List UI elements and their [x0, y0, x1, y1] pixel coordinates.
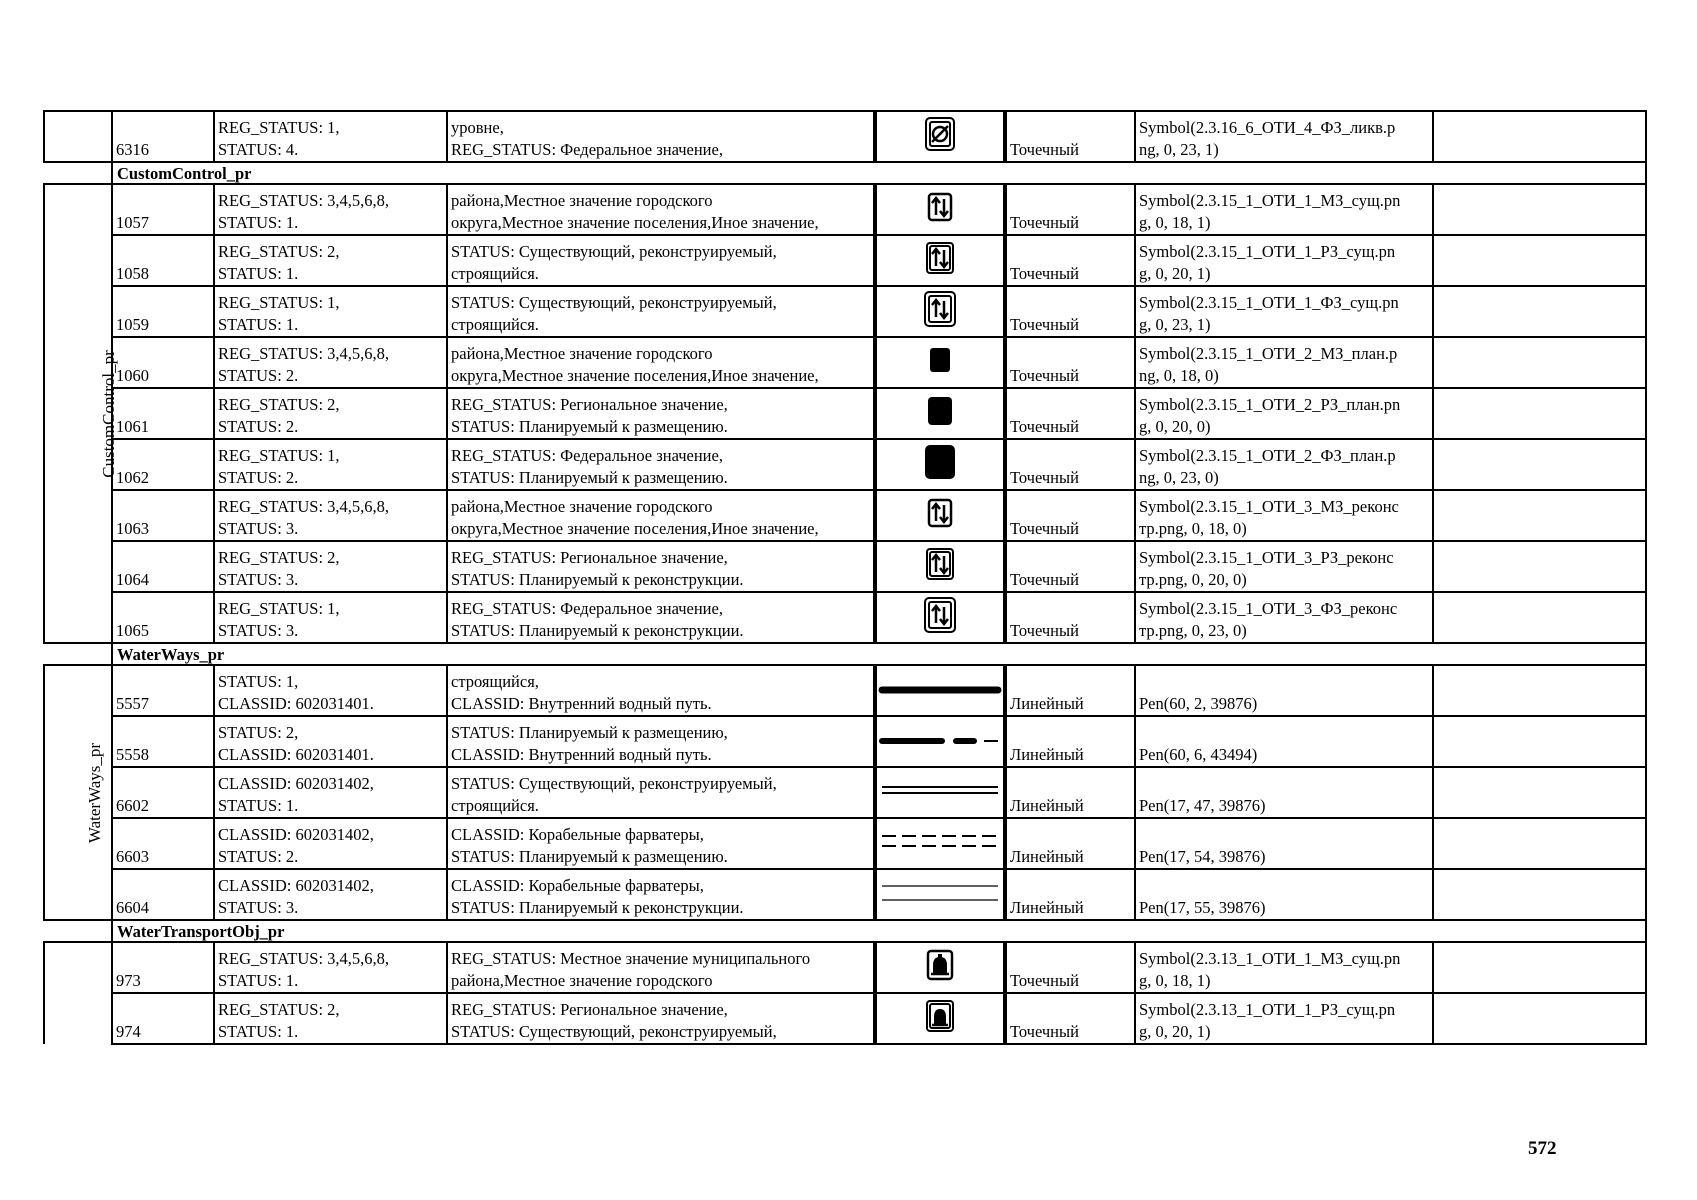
condition-line-2: STATUS: 1. — [218, 264, 299, 283]
row-condition — [214, 235, 447, 286]
row-geometry-type: Точечный — [1005, 337, 1135, 388]
table-row — [44, 716, 1646, 767]
anchor-bell-icon — [920, 996, 960, 1036]
row-extra — [1433, 337, 1646, 388]
row-extra — [1433, 111, 1646, 162]
row-id: 1064 — [112, 541, 214, 592]
row-condition — [214, 286, 447, 337]
description-line-2: STATUS: Существующий, реконструируемый, — [451, 1022, 777, 1041]
updown-arrows-icon — [920, 289, 960, 329]
row-symbol — [875, 388, 1005, 439]
row-condition — [214, 490, 447, 541]
updown-arrows-icon — [920, 493, 960, 533]
style-line-1: Symbol(2.3.13_1_ОТИ_1_РЗ_сущ.pn — [1139, 1000, 1396, 1019]
table-row — [44, 942, 1646, 993]
double-dashed-line-icon — [878, 821, 1002, 861]
description-line-1: CLASSID: Корабельные фарватеры, — [451, 876, 704, 895]
section-title-custom-control: CustomControl_pr — [112, 162, 1646, 184]
row-description — [447, 235, 875, 286]
row-geometry-type: Точечный — [1005, 541, 1135, 592]
condition-line-1: REG_STATUS: 2, — [218, 395, 340, 414]
row-style — [1135, 235, 1433, 286]
condition-line-2: STATUS: 1. — [218, 315, 299, 334]
style-line-1: Symbol(2.3.15_1_ОТИ_3_РЗ_реконс — [1139, 548, 1394, 567]
row-style — [1135, 665, 1433, 716]
row-condition — [214, 665, 447, 716]
row-symbol — [875, 993, 1005, 1044]
description-line-2: строящийся. — [451, 264, 539, 283]
section-header — [44, 162, 1646, 184]
description-line-2: STATUS: Планируемый к реконструкции. — [451, 621, 744, 640]
table-row — [44, 286, 1646, 337]
row-condition — [214, 767, 447, 818]
row-geometry-type: Точечный — [1005, 993, 1135, 1044]
row-style — [1135, 592, 1433, 643]
row-symbol — [875, 767, 1005, 818]
row-style — [1135, 337, 1433, 388]
condition-line-1: CLASSID: 602031402, — [218, 825, 374, 844]
group-label-water-ways — [44, 665, 112, 920]
description-line-2: STATUS: Планируемый к реконструкции. — [451, 898, 744, 917]
description-line-1: STATUS: Существующий, реконструируемый, — [451, 293, 777, 312]
row-condition — [214, 993, 447, 1044]
row-description — [447, 592, 875, 643]
description-line-1: REG_STATUS: Региональное значение, — [451, 548, 728, 567]
anchor-bell-icon — [920, 945, 960, 985]
condition-line-1: REG_STATUS: 1, — [218, 446, 340, 465]
row-condition — [214, 439, 447, 490]
row-geometry-type: Линейный — [1005, 665, 1135, 716]
table-row — [44, 665, 1646, 716]
row-style — [1135, 818, 1433, 869]
row-style — [1135, 490, 1433, 541]
row-geometry-type: Точечный — [1005, 490, 1135, 541]
section-header — [44, 643, 1646, 665]
row-condition — [214, 541, 447, 592]
double-line-icon — [878, 770, 1002, 810]
style-line-2: g, 0, 18, 1) — [1139, 971, 1211, 990]
description-line-1: REG_STATUS: Региональное значение, — [451, 1000, 728, 1019]
style-line-1: Symbol(2.3.15_1_ОТИ_1_ФЗ_сущ.pn — [1139, 293, 1399, 312]
updown-arrows-icon — [920, 595, 960, 635]
row-id: 6603 — [112, 818, 214, 869]
style-line-2: g, 0, 23, 1) — [1139, 315, 1211, 334]
condition-line-2: STATUS: 3. — [218, 519, 299, 538]
style-line-2: Pen(17, 47, 39876) — [1139, 796, 1266, 815]
row-id: 1058 — [112, 235, 214, 286]
row-extra — [1433, 665, 1646, 716]
style-line-2: тр.png, 0, 18, 0) — [1139, 519, 1247, 538]
row-symbol — [875, 716, 1005, 767]
row-style — [1135, 111, 1433, 162]
description-line-2: округа,Местное значение поселения,Иное значение, — [451, 213, 819, 232]
row-condition — [214, 111, 447, 162]
description-line-2: STATUS: Планируемый к размещению. — [451, 847, 728, 866]
description-line-2: строящийся. — [451, 796, 539, 815]
row-geometry-type: Линейный — [1005, 818, 1135, 869]
table-row — [44, 592, 1646, 643]
row-style — [1135, 388, 1433, 439]
style-line-1: Symbol(2.3.16_6_ОТИ_4_ФЗ_ликв.p — [1139, 118, 1396, 137]
description-line-2: CLASSID: Внутренний водный путь. — [451, 694, 712, 713]
row-condition — [214, 388, 447, 439]
description-line-1: CLASSID: Корабельные фарватеры, — [451, 825, 704, 844]
table-row — [44, 184, 1646, 235]
row-symbol — [875, 665, 1005, 716]
row-id: 973 — [112, 942, 214, 993]
row-style — [1135, 869, 1433, 920]
condition-line-1: REG_STATUS: 3,4,5,6,8, — [218, 344, 390, 363]
row-extra — [1433, 388, 1646, 439]
condition-line-2: STATUS: 1. — [218, 796, 299, 815]
style-line-1: Symbol(2.3.15_1_ОТИ_3_МЗ_реконс — [1139, 497, 1399, 516]
style-line-2: тр.png, 0, 23, 0) — [1139, 621, 1247, 640]
row-symbol — [875, 592, 1005, 643]
row-extra — [1433, 869, 1646, 920]
condition-line-2: STATUS: 1. — [218, 1022, 299, 1041]
description-line-1: REG_STATUS: Местное значение муниципального — [451, 949, 811, 968]
row-id: 1057 — [112, 184, 214, 235]
description-line-2: района,Местное значение городского — [451, 971, 713, 990]
condition-line-1: REG_STATUS: 2, — [218, 242, 340, 261]
row-description — [447, 665, 875, 716]
row-extra — [1433, 490, 1646, 541]
condition-line-1: STATUS: 2, — [218, 723, 299, 742]
section-spacer — [44, 162, 112, 184]
thin-double-line-icon — [878, 872, 1002, 912]
row-style — [1135, 716, 1433, 767]
row-symbol — [875, 490, 1005, 541]
description-line-2: STATUS: Планируемый к размещению. — [451, 468, 728, 487]
row-extra — [1433, 439, 1646, 490]
description-line-1: STATUS: Существующий, реконструируемый, — [451, 774, 777, 793]
row-description — [447, 337, 875, 388]
description-line-2: STATUS: Планируемый к реконструкции. — [451, 570, 744, 589]
style-line-2: Pen(17, 54, 39876) — [1139, 847, 1266, 866]
condition-line-1: REG_STATUS: 3,4,5,6,8, — [218, 949, 390, 968]
page-number: 572 — [1528, 1138, 1557, 1159]
style-line-2: Pen(17, 55, 39876) — [1139, 898, 1266, 917]
row-id: 6604 — [112, 869, 214, 920]
condition-line-1: STATUS: 1, — [218, 672, 299, 691]
row-id: 1062 — [112, 439, 214, 490]
row-id: 6316 — [112, 111, 214, 162]
row-symbol — [875, 541, 1005, 592]
condition-line-1: REG_STATUS: 1, — [218, 293, 340, 312]
updown-arrows-icon — [920, 238, 960, 278]
style-line-2: g, 0, 20, 1) — [1139, 1022, 1211, 1041]
row-extra — [1433, 942, 1646, 993]
row-description — [447, 716, 875, 767]
row-extra — [1433, 993, 1646, 1044]
updown-arrows-icon — [920, 187, 960, 227]
condition-line-1: REG_STATUS: 3,4,5,6,8, — [218, 497, 390, 516]
filled-square-icon — [920, 340, 960, 380]
updown-arrows-icon — [920, 544, 960, 584]
row-style — [1135, 767, 1433, 818]
row-symbol — [875, 869, 1005, 920]
row-id: 5557 — [112, 665, 214, 716]
style-line-2: Pen(60, 2, 39876) — [1139, 694, 1258, 713]
row-extra — [1433, 767, 1646, 818]
condition-line-2: STATUS: 3. — [218, 570, 299, 589]
row-extra — [1433, 235, 1646, 286]
condition-line-2: STATUS: 3. — [218, 898, 299, 917]
row-description — [447, 490, 875, 541]
section-header — [44, 920, 1646, 942]
style-line-1: Symbol(2.3.13_1_ОТИ_1_МЗ_сущ.pn — [1139, 949, 1401, 968]
row-description — [447, 286, 875, 337]
row-style — [1135, 541, 1433, 592]
row-id: 1063 — [112, 490, 214, 541]
row-geometry-type: Точечный — [1005, 942, 1135, 993]
row-id: 974 — [112, 993, 214, 1044]
legend-table — [43, 110, 1647, 1045]
row-symbol — [875, 184, 1005, 235]
table-row — [44, 869, 1646, 920]
description-line-1: района,Местное значение городского — [451, 344, 713, 363]
table-row — [44, 111, 1646, 162]
row-description — [447, 942, 875, 993]
row-geometry-type: Линейный — [1005, 869, 1135, 920]
row-description — [447, 869, 875, 920]
condition-line-2: STATUS: 2. — [218, 366, 299, 385]
condition-line-1: CLASSID: 602031402, — [218, 876, 374, 895]
row-style — [1135, 439, 1433, 490]
row-style — [1135, 942, 1433, 993]
style-line-1: Symbol(2.3.15_1_ОТИ_3_ФЗ_реконс — [1139, 599, 1398, 618]
description-line-1: района,Местное значение городского — [451, 497, 713, 516]
row-extra — [1433, 184, 1646, 235]
condition-line-2: STATUS: 2. — [218, 468, 299, 487]
row-condition — [214, 869, 447, 920]
description-line-2: REG_STATUS: Федеральное значение, — [451, 140, 723, 159]
row-description — [447, 439, 875, 490]
row-geometry-type: Точечный — [1005, 592, 1135, 643]
row-geometry-type: Точечный — [1005, 388, 1135, 439]
condition-line-2: STATUS: 4. — [218, 140, 299, 159]
row-geometry-type: Точечный — [1005, 439, 1135, 490]
group-label-custom-control — [44, 184, 118, 643]
thick-dashed-line-icon — [878, 719, 1002, 759]
condition-line-2: STATUS: 1. — [218, 971, 299, 990]
group-cell-water-transport — [44, 942, 112, 1044]
row-id: 1060 — [112, 337, 214, 388]
row-symbol — [875, 942, 1005, 993]
style-line-2: g, 0, 18, 1) — [1139, 213, 1211, 232]
group-cell-previous — [44, 111, 112, 162]
row-geometry-type: Точечный — [1005, 235, 1135, 286]
table-row — [44, 337, 1646, 388]
row-id: 6602 — [112, 767, 214, 818]
section-spacer — [44, 920, 112, 942]
thick-solid-line-icon — [878, 668, 1002, 708]
condition-line-2: STATUS: 2. — [218, 847, 299, 866]
table-row — [44, 541, 1646, 592]
row-extra — [1433, 716, 1646, 767]
description-line-2: CLASSID: Внутренний водный путь. — [451, 745, 712, 764]
description-line-1: REG_STATUS: Федеральное значение, — [451, 446, 723, 465]
style-line-1: Symbol(2.3.15_1_ОТИ_1_МЗ_сущ.pn — [1139, 191, 1401, 210]
condition-line-2: STATUS: 2. — [218, 417, 299, 436]
row-condition — [214, 592, 447, 643]
row-symbol — [875, 818, 1005, 869]
row-symbol — [875, 235, 1005, 286]
description-line-2: округа,Местное значение поселения,Иное значение, — [451, 366, 819, 385]
row-extra — [1433, 541, 1646, 592]
condition-line-2: STATUS: 3. — [218, 621, 299, 640]
row-description — [447, 388, 875, 439]
condition-line-1: REG_STATUS: 3,4,5,6,8, — [218, 191, 390, 210]
table-row — [44, 993, 1646, 1044]
filled-square-icon — [920, 391, 960, 431]
style-line-2: Pen(60, 6, 43494) — [1139, 745, 1258, 764]
condition-line-1: REG_STATUS: 1, — [218, 599, 340, 618]
style-line-2: ng, 0, 18, 0) — [1139, 366, 1219, 385]
style-line-2: g, 0, 20, 0) — [1139, 417, 1211, 436]
description-line-1: строящийся, — [451, 672, 539, 691]
barred-circle-icon — [920, 114, 960, 154]
row-description — [447, 111, 875, 162]
description-line-2: STATUS: Планируемый к размещению. — [451, 417, 728, 436]
style-line-2: тр.png, 0, 20, 0) — [1139, 570, 1247, 589]
section-title-water-transport: WaterTransportObj_pr — [112, 920, 1646, 942]
row-geometry-type: Точечный — [1005, 111, 1135, 162]
row-geometry-type: Точечный — [1005, 184, 1135, 235]
row-id: 1059 — [112, 286, 214, 337]
row-style — [1135, 993, 1433, 1044]
condition-line-1: REG_STATUS: 1, — [218, 118, 340, 137]
row-description — [447, 993, 875, 1044]
vertical-group-label: CustomControl_pr — [98, 349, 118, 478]
condition-line-1: REG_STATUS: 2, — [218, 548, 340, 567]
row-description — [447, 767, 875, 818]
description-line-2: строящийся. — [451, 315, 539, 334]
description-line-1: уровне, — [451, 118, 504, 137]
row-extra — [1433, 818, 1646, 869]
description-line-1: REG_STATUS: Региональное значение, — [451, 395, 728, 414]
row-condition — [214, 716, 447, 767]
row-geometry-type: Линейный — [1005, 716, 1135, 767]
row-symbol — [875, 337, 1005, 388]
description-line-1: района,Местное значение городского — [451, 191, 713, 210]
row-symbol — [875, 111, 1005, 162]
row-extra — [1433, 286, 1646, 337]
section-spacer — [44, 643, 112, 665]
style-line-1: Symbol(2.3.15_1_ОТИ_2_ФЗ_план.p — [1139, 446, 1396, 465]
row-symbol — [875, 286, 1005, 337]
style-line-1: Symbol(2.3.15_1_ОТИ_2_МЗ_план.p — [1139, 344, 1398, 363]
table-row — [44, 388, 1646, 439]
condition-line-2: CLASSID: 602031401. — [218, 745, 374, 764]
style-line-1: Symbol(2.3.15_1_ОТИ_2_РЗ_план.pn — [1139, 395, 1401, 414]
condition-line-2: CLASSID: 602031401. — [218, 694, 374, 713]
description-line-2: округа,Местное значение поселения,Иное значение, — [451, 519, 819, 538]
row-id: 1065 — [112, 592, 214, 643]
row-description — [447, 184, 875, 235]
condition-line-2: STATUS: 1. — [218, 213, 299, 232]
row-condition — [214, 337, 447, 388]
row-condition — [214, 818, 447, 869]
table-row — [44, 490, 1646, 541]
table-row — [44, 235, 1646, 286]
row-condition — [214, 942, 447, 993]
description-line-1: STATUS: Планируемый к размещению, — [451, 723, 728, 742]
style-line-2: ng, 0, 23, 0) — [1139, 468, 1219, 487]
table-row — [44, 439, 1646, 490]
row-condition — [214, 184, 447, 235]
condition-line-1: CLASSID: 602031402, — [218, 774, 374, 793]
style-line-2: ng, 0, 23, 1) — [1139, 140, 1219, 159]
table-row — [44, 767, 1646, 818]
row-id: 5558 — [112, 716, 214, 767]
row-description — [447, 541, 875, 592]
style-line-2: g, 0, 20, 1) — [1139, 264, 1211, 283]
row-style — [1135, 184, 1433, 235]
row-geometry-type: Точечный — [1005, 286, 1135, 337]
row-geometry-type: Линейный — [1005, 767, 1135, 818]
row-extra — [1433, 592, 1646, 643]
vertical-group-label: WaterWays_pr — [85, 742, 105, 843]
filled-square-icon — [920, 442, 960, 482]
section-title-water-ways: WaterWays_pr — [112, 643, 1646, 665]
condition-line-1: REG_STATUS: 2, — [218, 1000, 340, 1019]
row-id: 1061 — [112, 388, 214, 439]
table-row — [44, 818, 1646, 869]
row-symbol — [875, 439, 1005, 490]
description-line-1: REG_STATUS: Федеральное значение, — [451, 599, 723, 618]
row-style — [1135, 286, 1433, 337]
description-line-1: STATUS: Существующий, реконструируемый, — [451, 242, 777, 261]
row-description — [447, 818, 875, 869]
style-line-1: Symbol(2.3.15_1_ОТИ_1_РЗ_сущ.pn — [1139, 242, 1396, 261]
